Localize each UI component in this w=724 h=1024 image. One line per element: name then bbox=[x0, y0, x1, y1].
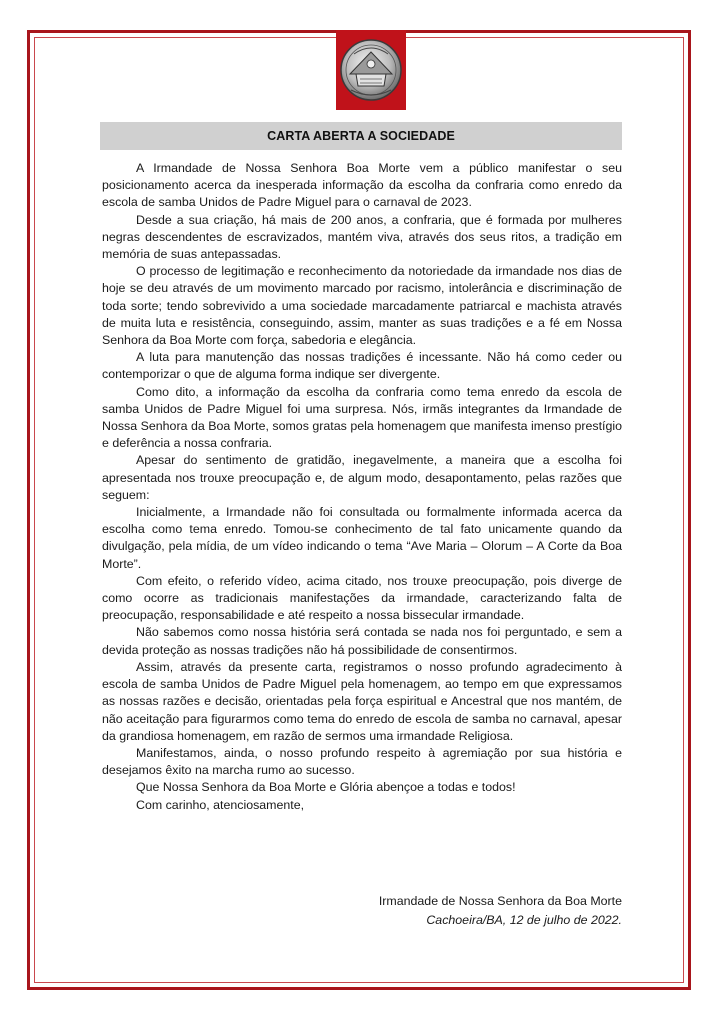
brotherhood-seal-icon bbox=[336, 30, 406, 110]
paragraph: Apesar do sentimento de gratidão, inegavelmente, a maneira que a escolha foi apresentada nos trouxe preocupação e, de algum modo, desapontamento, pelas razões que seguem: bbox=[102, 453, 622, 502]
paragraph: A luta para manutenção das nossas tradições é incessante. Não há como ceder ou contemporizar o que de alguma forma indique ser divergente. bbox=[102, 350, 622, 382]
letter-body bbox=[102, 160, 622, 814]
signature-block bbox=[379, 892, 622, 930]
blessing-line: Que Nossa Senhora da Boa Morte e Glória abençoe a todas e todos! bbox=[136, 780, 516, 795]
paragraph: Com efeito, o referido vídeo, acima citado, nos trouxe preocupação, pois diverge de como ocorre as tradicionais manifestações da irmandade, caracterizando falta de preocupação, responsabilidade e até respeito a nossa bissecular irmandade. bbox=[102, 573, 622, 623]
letter-title: CARTA ABERTA A SOCIEDADE bbox=[267, 129, 455, 143]
paragraph: A Irmandade de Nossa Senhora Boa Morte vem a público manifestar o seu posicionamento acerca da inesperada informação da escolha da confraria como enredo da escola de samba Unidos de Padre Miguel para o carnaval de 2023. bbox=[102, 161, 622, 210]
paragraph: Inicialmente, a Irmandade não foi consultada ou formalmente informada acerca da escolha como tema enredo. Tomou-se conhecimento de tal fato unicamente quando da divulgação, pela mídia, de um vídeo indicando o tema “Ave Maria – Olorum – A Corte da Boa Morte”. bbox=[102, 505, 622, 571]
paragraph: Assim, através da presente carta, registramos o nosso profundo agradecimento à escola de samba Unidos de Padre Miguel pela homenagem, ao tempo em que expressamos as nossas razões e decisão, orientadas pela força espiritual e Ancestral que nos mantém, de não aceitação para figurarmos como tema do enredo de escola de samba no carnaval, apesar da grandiosa homenagem, em razão de sermos uma irmandade Religiosa. bbox=[102, 659, 622, 743]
closing-line: Com carinho, atenciosamente, bbox=[136, 797, 305, 812]
paragraph: O processo de legitimação e reconhecimento da notoriedade da irmandade nos dias de hoje se deu através de um movimento marcado por racismo, intolerância e discriminação de toda sorte; tendo sobrevivido a uma sociedade marcadamente patriarcal e machista através de muita luta e resistência, conseguindo, assim, manter as suas tradições e a fé em Nossa Senhora da Boa Morte com força, sabedoria e elegância. bbox=[102, 264, 622, 348]
title-bar bbox=[100, 122, 622, 150]
place-date: Cachoeira/BA, 12 de julho de 2022. bbox=[426, 913, 622, 927]
signatory-name: Irmandade de Nossa Senhora da Boa Morte bbox=[378, 894, 622, 908]
paragraph: Como dito, a informação da escolha da confraria como tema enredo da escola de samba Unidos de Padre Miguel foi uma surpresa. Nós, irmãs integrantes da Irmandade de Nossa Senhora da Boa Morte, somos gratas pela homenagem que manifesta imenso prestígio e deferência a nossa confraria. bbox=[102, 384, 622, 451]
paragraph: Desde a sua criação, há mais de 200 anos, a confraria, que é formada por mulheres negras descendentes de escravizados, mantém viva, através dos seus ritos, a tradição em memória de suas antepassadas. bbox=[102, 212, 622, 262]
paragraph: Manifestamos, ainda, o nosso profundo respeito à agremiação por sua história e desejamos êxito na marcha rumo ao sucesso. bbox=[102, 745, 622, 778]
paragraph: Não sabemos como nossa história será contada se nada nos foi perguntado, e sem a devida proteção as nossas tradições não há possibilidade de consentirmos. bbox=[102, 625, 622, 657]
